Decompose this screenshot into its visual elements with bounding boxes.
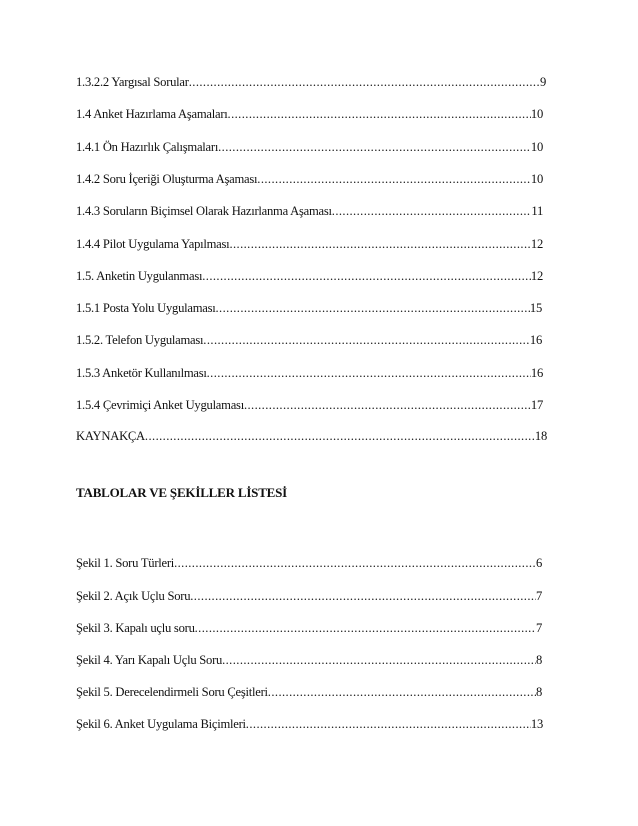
figure-entry-page: 8 (535, 653, 542, 667)
figure-entry-title: Şekil 1. Soru Türleri (76, 556, 175, 570)
figure-entry-title: Şekil 5. Derecelendirmeli Soru Çeşitleri (76, 685, 268, 699)
toc-entry-page: 10 (530, 172, 543, 186)
toc-entry-page: 11 (531, 204, 543, 218)
toc-entry-title: 1.5.3 Anketör Kullanılması (76, 366, 207, 380)
toc-dot-leader (332, 203, 532, 219)
toc-entry-title: 1.5.4 Çevrimiçi Anket Uygulaması (76, 398, 244, 412)
toc-entry[interactable] (76, 428, 547, 444)
toc-entry-page: 12 (530, 237, 543, 251)
figure-dot-leader (174, 555, 536, 571)
toc-entry[interactable] (76, 139, 543, 155)
figure-entry[interactable] (76, 684, 542, 700)
toc-entry-title: 1.4 Anket Hazırlama Aşamaları (76, 107, 228, 121)
toc-entry-page: 16 (529, 333, 542, 347)
toc-dot-leader (203, 332, 530, 348)
toc-entry-title: 1.4.3 Soruların Biçimsel Olarak Hazırlanma Aşaması (76, 204, 332, 218)
figure-dot-leader (195, 620, 536, 636)
figure-dot-leader (268, 684, 536, 700)
toc-entry-title: 1.4.4 Pilot Uygulama Yapılması (76, 237, 230, 251)
toc-entry-page: 10 (530, 107, 543, 121)
figure-entry-page: 7 (535, 589, 542, 603)
figure-entry[interactable] (76, 620, 542, 636)
toc-dot-leader (228, 106, 531, 122)
toc-entry[interactable] (76, 332, 542, 348)
figure-entry-title: Şekil 6. Anket Uygulama Biçimleri (76, 717, 246, 731)
figure-entry[interactable] (76, 652, 542, 668)
toc-dot-leader (202, 268, 531, 284)
figure-entry-title: Şekil 2. Açık Uçlu Soru (76, 589, 191, 603)
figure-entry-page: 13 (530, 717, 543, 731)
figure-entry[interactable] (76, 588, 542, 604)
toc-dot-leader (145, 428, 535, 444)
toc-entry-page: 16 (530, 366, 543, 380)
toc-entry-page: 10 (530, 140, 543, 154)
toc-entry[interactable] (76, 268, 543, 284)
toc-dot-leader (257, 171, 531, 187)
figure-entry-page: 6 (535, 556, 542, 570)
toc-entry-title: 1.5.2. Telefon Uygulaması (76, 333, 204, 347)
toc-entry[interactable] (76, 106, 543, 122)
figure-entry[interactable] (76, 555, 542, 571)
figure-entry-page: 8 (535, 685, 542, 699)
toc-entry-page: 12 (530, 269, 543, 283)
toc-entry-page: 18 (534, 429, 547, 443)
toc-entry[interactable] (76, 171, 543, 187)
figure-entry-title: Şekil 4. Yarı Kapalı Uçlu Soru (76, 653, 223, 667)
figure-dot-leader (190, 588, 536, 604)
toc-entry-title: 1.4.1 Ön Hazırlık Çalışmaları (76, 140, 219, 154)
toc-entry-page: 9 (539, 75, 546, 89)
toc-entry[interactable] (76, 300, 542, 316)
figure-entry-page: 7 (535, 621, 542, 635)
toc-entry[interactable] (76, 74, 546, 90)
toc-entry-page: 15 (529, 301, 542, 315)
figure-dot-leader (222, 652, 536, 668)
toc-entry[interactable] (76, 397, 543, 413)
toc-dot-leader (189, 74, 540, 90)
toc-entry-title: KAYNAKÇA (76, 429, 145, 443)
toc-dot-leader (229, 236, 530, 252)
toc-dot-leader (244, 397, 531, 413)
toc-entry-title: 1.5. Anketin Uygulanması (76, 269, 203, 283)
toc-entry-title: 1.3.2.2 Yargısal Sorular (76, 75, 189, 89)
toc-entry-title: 1.4.2 Soru İçeriği Oluşturma Aşaması (76, 172, 258, 186)
toc-dot-leader (216, 300, 530, 316)
figure-dot-leader (246, 716, 531, 732)
toc-entry[interactable] (76, 365, 543, 381)
figures-list-heading: TABLOLAR VE ŞEKİLLER LİSTESİ (76, 485, 288, 500)
toc-entry[interactable] (76, 203, 543, 219)
toc-dot-leader (207, 365, 531, 381)
toc-dot-leader (218, 139, 531, 155)
figure-entry-title: Şekil 3. Kapalı uçlu soru (76, 621, 195, 635)
toc-entry[interactable] (76, 236, 543, 252)
toc-entry-page: 17 (530, 398, 543, 412)
figure-entry[interactable] (76, 716, 543, 732)
toc-entry-title: 1.5.1 Posta Yolu Uygulaması (76, 301, 216, 315)
